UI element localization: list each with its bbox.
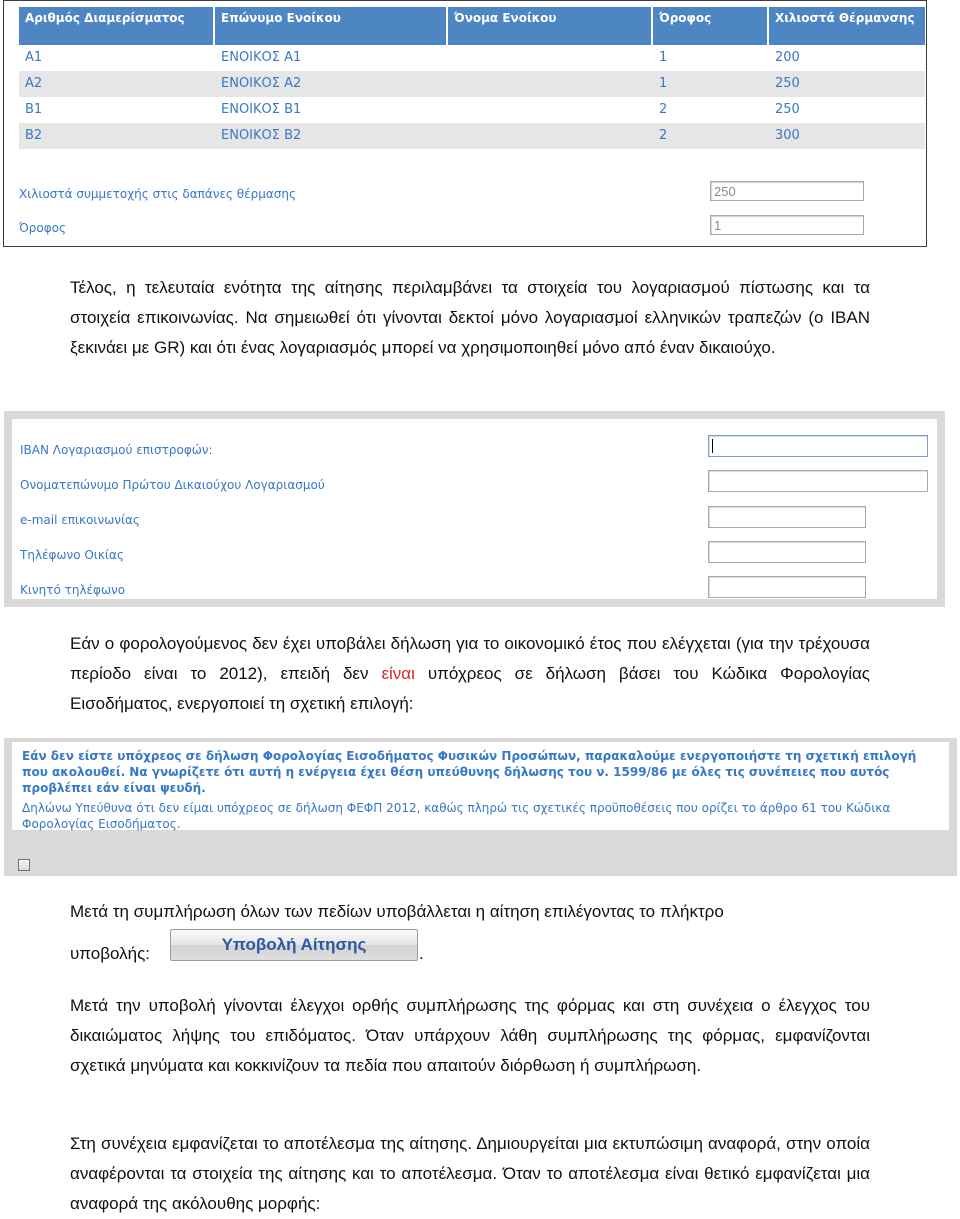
header-heating-share: Χιλιοστά Θέρμανσης <box>768 7 925 45</box>
apartments-panel <box>3 0 927 247</box>
cell-heating: 200 <box>768 45 925 71</box>
contact-form <box>12 419 937 599</box>
tax-paragraph <box>70 629 870 719</box>
text-caret <box>712 439 713 453</box>
submit-paragraph: Μετά τη συμπλήρωση όλων των πεδίων υποβάλλεται η αίτηση επιλέγοντας το πλήκτρο <box>70 902 724 921</box>
cell-floor: 2 <box>652 97 768 123</box>
submit-application-button[interactable]: Υποβολή Αίτησης <box>170 929 418 961</box>
email-label: e-mail επικοινωνίας <box>20 513 140 527</box>
declaration-statement: Δηλώνω Υπεύθυνα ότι δεν είμαι υπόχρεος σε δήλωση ΦΕΦΠ 2012, καθώς πληρώ τις σχετικές προϋποθέσεις που ορίζει το άρθρο 61 του Κώδικα Φορολογίας Εισοδήματος. <box>22 801 891 831</box>
cell-floor: 1 <box>652 71 768 97</box>
floor-input[interactable] <box>710 215 864 235</box>
result-paragraph: Στη συνέχεια εμφανίζεται το αποτέλεσμα της αίτησης. Δημιουργείται μια εκτυπώσιμη αναφορά, στην οποία αναφέρονται τα στοιχεία της αίτησης και το αποτέλεσμα. Όταν το αποτέλεσμα είναι θετικό εμφανίζεται μια αναφορά της ακόλουθης μορφής: <box>70 1134 870 1213</box>
cell-name <box>447 123 652 149</box>
table-row[interactable] <box>19 97 925 123</box>
apartments-header-row <box>19 7 925 45</box>
apartments-table <box>19 7 926 149</box>
cell-surname: ΕΝΟΙΚΟΣ Α2 <box>214 71 447 97</box>
cell-surname: ΕΝΟΙΚΟΣ Β1 <box>214 97 447 123</box>
header-apartment-number: Αριθμός Διαμερίσματος <box>19 7 214 45</box>
cell-surname: ΕΝΟΙΚΟΣ Α1 <box>214 45 447 71</box>
cell-apartment: A2 <box>19 71 214 97</box>
mobile-label: Κινητό τηλέφωνο <box>20 583 126 597</box>
contact-panel <box>4 411 945 607</box>
cell-surname: ΕΝΟΙΚΟΣ Β2 <box>214 123 447 149</box>
table-row[interactable] <box>19 45 925 71</box>
header-floor: Όροφος <box>652 7 768 45</box>
not-obliged-checkbox[interactable] <box>18 859 30 871</box>
intro-paragraph: Τέλος, η τελευταία ενότητα της αίτησης περιλαμβάνει τα στοιχεία του λογαριασμού πίστωσης και τα στοιχεία επικοινωνίας. Να σημειωθεί ότι γίνονται δεκτοί μόνο λογαριασμοί ελληνικών τραπεζών (ο IBAN ξεκινάει με GR) και ότι ένας λογαριασμός μπορεί να χρησιμοποιηθεί μόνο από έναν δικαιούχο. <box>70 278 870 357</box>
mobile-phone-input[interactable] <box>708 576 866 598</box>
home-phone-input[interactable] <box>708 541 866 563</box>
declaration-warning: Εάν δεν είστε υπόχρεος σε δήλωση Φορολογίας Εισοδήματος Φυσικών Προσώπων, παρακαλούμε ενεργοποιήστε τη σχετική επιλογή που ακολουθεί. Να γνωρίζετε ότι αυτή η ενέργεια έχει θέση υπεύθυνης δήλωσης του ν. 1599/86 με όλες τις συνέπειες που αυτός προβλέπει εάν είναι ψευδή. <box>22 749 917 795</box>
submit-label: υποβολής: <box>70 944 151 963</box>
cell-heating: 250 <box>768 71 925 97</box>
cell-name <box>447 97 652 123</box>
cell-floor: 1 <box>652 45 768 71</box>
tax-text-highlight: είναι <box>381 664 415 683</box>
cell-heating: 250 <box>768 97 925 123</box>
iban-input[interactable] <box>708 435 928 457</box>
cell-apartment: B2 <box>19 123 214 149</box>
cell-floor: 2 <box>652 123 768 149</box>
declaration-panel <box>4 738 957 876</box>
cell-name <box>447 45 652 71</box>
tax-text-after: υπόχρεος σε δήλωση βάσει του Κώδικα Φορολογίας Εισοδήματος, ενεργοποιεί τη σχετική επιλογή: <box>70 664 870 713</box>
account-holder-input[interactable] <box>708 470 928 492</box>
iban-label: IBAN Λογαριασμού επιστροφών: <box>20 443 213 457</box>
cell-heating: 300 <box>768 123 925 149</box>
cell-apartment: B1 <box>19 97 214 123</box>
email-input[interactable] <box>708 506 866 528</box>
cell-name <box>447 71 652 97</box>
table-row[interactable] <box>19 123 925 149</box>
home-phone-label: Τηλέφωνο Οικίας <box>20 548 124 562</box>
floor-label: Όροφος <box>19 221 67 235</box>
heating-share-label: Χιλιοστά συμμετοχής στις δαπάνες θέρμασης <box>19 187 297 201</box>
tax-text-before: Εάν ο φορολογούμενος δεν έχει υποβάλει δήλωση για το οικονομικό έτος που ελέγχεται (για την τρέχουσα περίοδο είναι το 2012), επειδή δεν <box>70 634 870 683</box>
cell-apartment: A1 <box>19 45 214 71</box>
heating-share-input[interactable] <box>710 181 864 201</box>
header-tenant-surname: Επώνυμο Ενοίκου <box>214 7 447 45</box>
header-tenant-name: Όνομα Ενοίκου <box>447 7 652 45</box>
table-row[interactable] <box>19 71 925 97</box>
holder-label: Ονοματεπώνυμο Πρώτου Δικαιούχου Λογαριασμού <box>20 478 325 492</box>
declaration-box <box>12 742 949 830</box>
checks-paragraph: Μετά την υποβολή γίνονται έλεγχοι ορθής συμπλήρωσης της φόρμας και στη συνέχεια ο έλεγχος του δικαιώματος λήψης του επιδόματος. Όταν υπάρχουν λάθη συμπλήρωσης της φόρμας, εμφανίζονται σχετικά μηνύματα και κοκκινίζουν τα πεδία που απαιτούν διόρθωση ή συμπλήρωση. <box>70 996 870 1075</box>
submit-period: . <box>419 944 424 963</box>
